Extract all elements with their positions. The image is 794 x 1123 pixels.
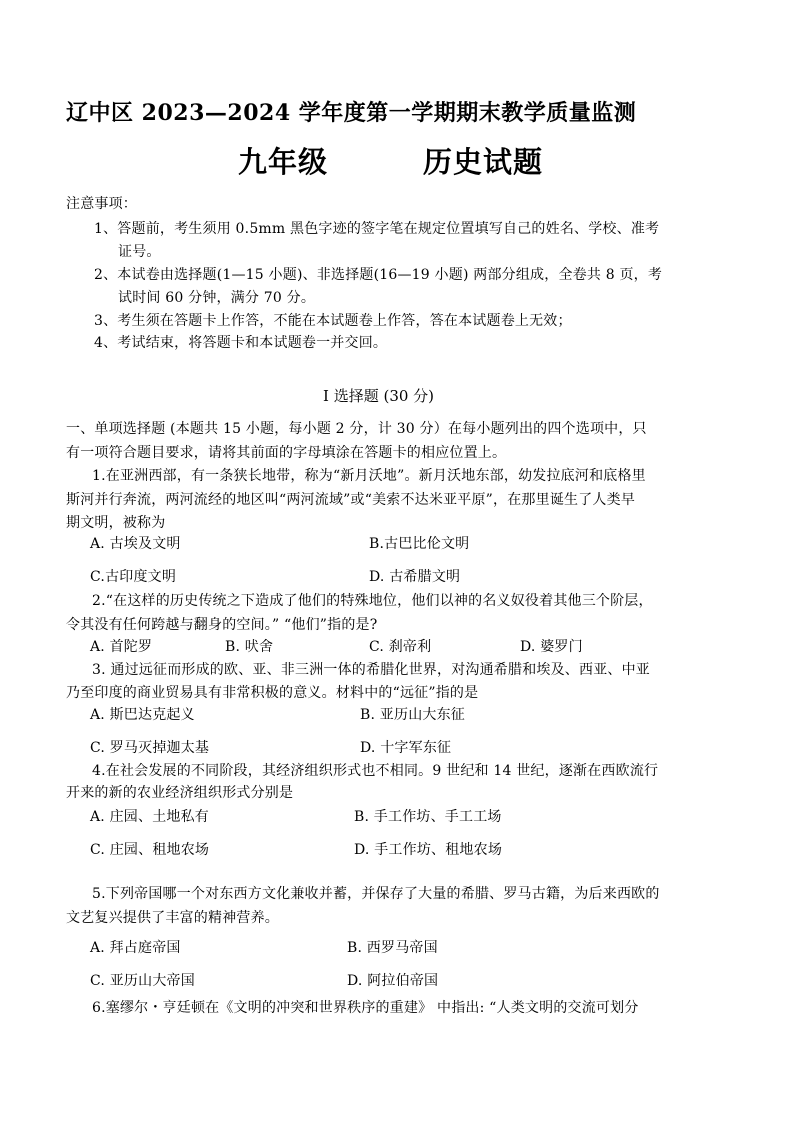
q6-stem-line-1: 6.塞缪尔・亨廷顿在《文明的冲突和世界秩序的重建》 中指出: “人类文明的交流可划分 <box>92 1000 639 1016</box>
q2-option-c: C. 刹帝利 <box>369 639 432 655</box>
q2-option-a: A. 首陀罗 <box>90 639 153 655</box>
q2-stem-line-1: 2.“在这样的历史传统之下造成了他们的特殊地位，他们以神的名义奴役着其他三个阶层， <box>92 593 653 609</box>
q1-stem-line-2: 斯河并行奔流，两河流经的地区叫“两河流域”或“美索不达米亚平原”，在那里诞生了人类早 <box>66 492 636 508</box>
q2-stem-line-2: 令其没有任何跨越与翻身的空间。” “他们”指的是? <box>66 617 378 633</box>
q1-option-d: D. 古希腊文明 <box>369 569 461 585</box>
q3-stem-line-2: 乃至印度的商业贸易具有非常积极的意义。材料中的“远征”指的是 <box>66 685 479 701</box>
q5-stem-line-2: 文艺复兴提供了丰富的精神营养。 <box>66 910 279 926</box>
q4-option-b: B. 手工作坊、手工工场 <box>354 809 502 825</box>
q5-option-d: D. 阿拉伯帝国 <box>347 973 439 989</box>
q1-option-b: B.古巴比伦文明 <box>369 536 470 552</box>
section-instructions-line-2: 有一项符合题目要求，请将其前面的字母填涂在答题卡的相应位置上。 <box>66 445 507 461</box>
exam-title: 辽中区 2023—2024 学年度第一学期期末教学质量监测 <box>66 100 637 126</box>
subject-title: 历史试题 <box>423 145 544 179</box>
section-title: Ⅰ 选择题 (30 分) <box>323 387 435 405</box>
q5-stem-line-1: 5.下列帝国哪一个对东西方文化兼收并蓄，并保存了大量的希腊、罗马古籍，为后来西欧的 <box>92 886 660 902</box>
q2-option-d: D. 婆罗门 <box>520 639 583 655</box>
q4-stem-line-1: 4.在社会发展的不同阶段，其经济组织形式也不相同。9 世纪和 14 世纪，逐渐在西欧流行 <box>92 763 659 779</box>
note-item-1-line-1: 1、答题前，考生须用 0.5mm 黑色字迹的签字笔在规定位置填写自己的姓名、学校、准考 <box>94 221 660 237</box>
q4-stem-line-2: 开来的新的农业经济组织形式分别是 <box>66 785 294 801</box>
q1-stem-line-1: 1.在亚洲西部，有一条狭长地带，称为“新月沃地”。新月沃地东部，幼发拉底河和底格里 <box>92 468 646 484</box>
q4-option-c: C. 庄园、租地农场 <box>90 842 210 858</box>
q3-option-d: D. 十字军东征 <box>360 740 452 756</box>
note-item-2-line-2: 试时间 60 分钟，满分 70 分。 <box>118 290 316 306</box>
note-item-3: 3、考生须在答题卡上作答，不能在本试题卷上作答，答在本试题卷上无效； <box>94 313 572 329</box>
notes-heading: 注意事项： <box>66 196 137 212</box>
q5-option-a: A. 拜占庭帝国 <box>90 940 181 956</box>
q4-option-a: A. 庄园、土地私有 <box>90 809 210 825</box>
grade-label: 九年级 <box>238 145 329 179</box>
q2-option-b: B. 吠舍 <box>225 639 274 655</box>
q5-option-b: B. 西罗马帝国 <box>347 940 438 956</box>
note-item-1-line-2: 证号。 <box>118 244 161 260</box>
note-item-4: 4、考试结束，将答题卡和本试题卷一并交回。 <box>94 335 388 351</box>
q3-option-b: B. 亚历山大东征 <box>360 707 465 723</box>
q3-option-c: C. 罗马灭掉迦太基 <box>90 740 210 756</box>
q1-option-c: C.古印度文明 <box>90 569 177 585</box>
q1-option-a: A. 古埃及文明 <box>90 536 181 552</box>
q3-option-a: A. 斯巴达克起义 <box>90 707 195 723</box>
q4-option-d: D. 手工作坊、租地农场 <box>354 842 503 858</box>
section-instructions-line-1: 一、单项选择题 (本题共 15 小题，每小题 2 分，计 30 分）在每小题列出的四个选项中，只 <box>66 421 647 437</box>
q3-stem-line-1: 3. 通过远征而形成的欧、亚、非三洲一体的希腊化世界，对沟通希腊和埃及、西亚、中亚 <box>92 662 651 678</box>
note-item-2-line-1: 2、本试卷由选择题(1—15 小题)、非选择题(16—19 小题) 两部分组成，全卷共 8 页，考 <box>94 267 663 283</box>
q5-option-c: C. 亚历山大帝国 <box>90 973 195 989</box>
q1-stem-line-3: 期文明，被称为 <box>66 515 166 531</box>
